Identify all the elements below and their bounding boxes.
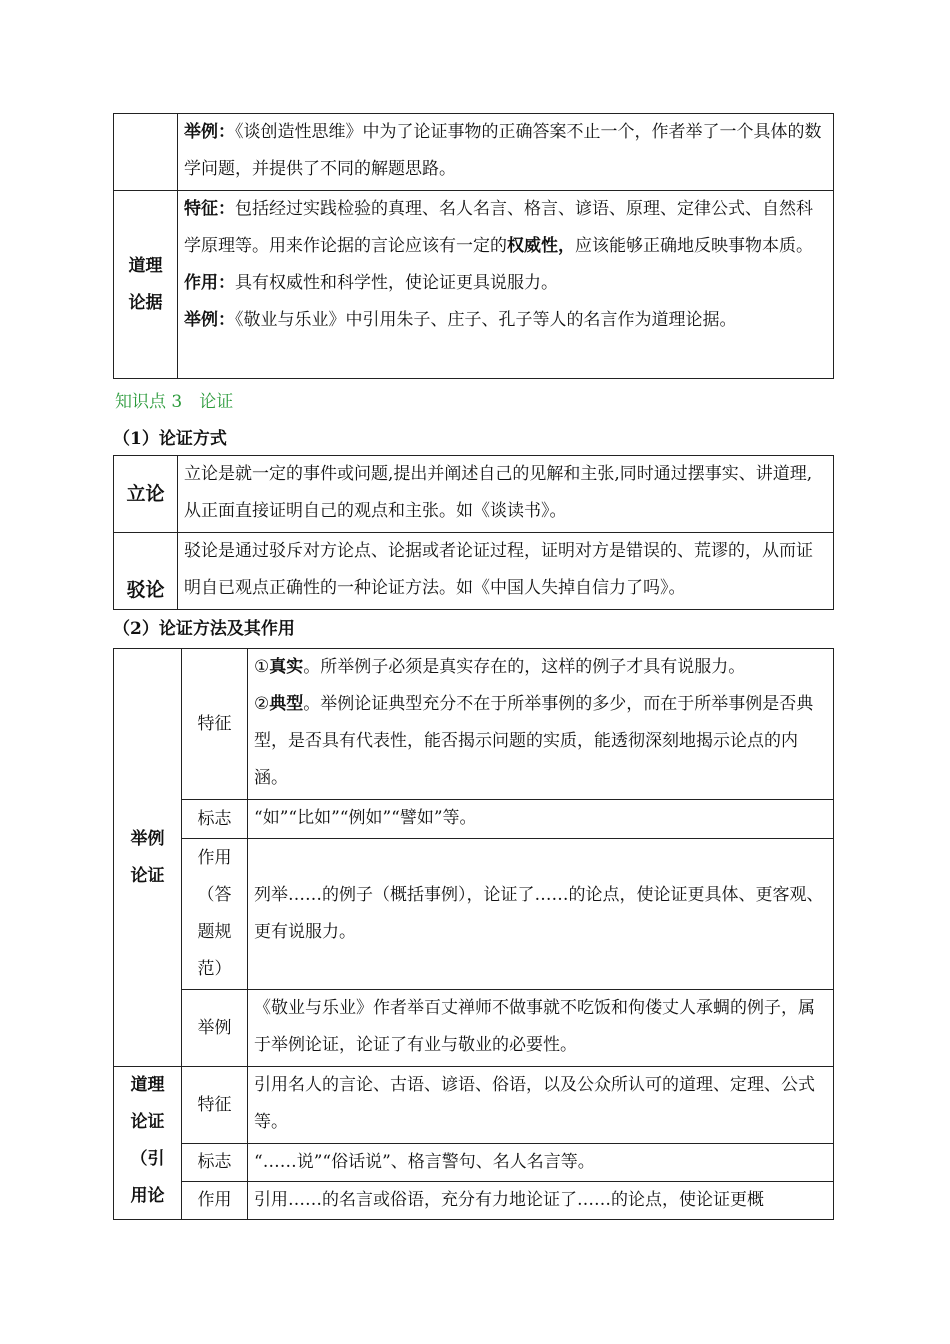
reason-example bbox=[184, 302, 827, 339]
reason-effect-text: 引用……的名言或俗语，充分有力地论证了……的论点，使论证更概 bbox=[248, 1182, 834, 1220]
trait-typical: 典型 bbox=[269, 694, 304, 714]
example-cell bbox=[178, 114, 834, 191]
trait-label: 特征： bbox=[184, 199, 235, 219]
establish-row bbox=[114, 456, 834, 533]
reason-evidence-label: 道理论据 bbox=[114, 191, 178, 379]
example-label: 举例： bbox=[184, 122, 235, 142]
argument-evidence-table bbox=[113, 113, 834, 379]
effect-label: 作用： bbox=[184, 273, 235, 293]
fact-evidence-example-row bbox=[114, 114, 834, 191]
reason-evidence-content bbox=[178, 191, 834, 379]
trait-real: 真实 bbox=[269, 657, 304, 677]
example-trait-row bbox=[114, 649, 834, 800]
example-trait-content: ①真实。所举例子必须是真实存在的，这样的例子才具有说服力。 ②典型。举例论证典型充分不在于所举事例的多少，而在于所举事例是否典型，是否具有代表性，能否揭示问题的实质，能透彻深刻地揭示论点的内涵。 bbox=[248, 649, 834, 800]
trait-text-1: 包括经过实践检验的真理、名人名言、格言、谚语、原理、定律公式、自然科学原理等。用来作论据的言论应该有一定的 bbox=[184, 199, 813, 256]
example-sign-text: “如”“比如”“例如”“譬如”等。 bbox=[248, 800, 834, 839]
reason-trait-row bbox=[114, 1067, 834, 1144]
example-example-label: 举例 bbox=[182, 990, 248, 1067]
knowledge-point-heading: 知识点 3 论证 bbox=[115, 392, 234, 412]
reason-sign-text: “……说”“俗话说”、格言警句、名人名言等。 bbox=[248, 1144, 834, 1182]
example-effect-row bbox=[114, 839, 834, 990]
establish-label: 立论 bbox=[114, 456, 178, 533]
example-effect-label: 作用（答题规范） bbox=[182, 839, 248, 990]
subsection-argument-methods: （2）论证方法及其作用 bbox=[113, 619, 295, 639]
example-example-row bbox=[114, 990, 834, 1067]
reason-trait bbox=[184, 191, 827, 265]
empty-label-cell bbox=[114, 114, 178, 191]
example-trait-label: 特征 bbox=[182, 649, 248, 800]
refute-row bbox=[114, 533, 834, 610]
effect-text: 具有权威性和科学性，使论证更具说服力。 bbox=[235, 273, 558, 293]
example-effect-text: 列举……的例子（概括事例），论证了……的论点，使论证更具体、更客观、更有说服力。 bbox=[248, 839, 834, 990]
reason-method-label: 道理论证（引用论 bbox=[114, 1067, 182, 1220]
argument-method-table bbox=[113, 648, 834, 1220]
example-method-label: 举例论证 bbox=[114, 649, 182, 1067]
example-example-text: 《敬业与乐业》作者举百丈禅师不做事就不吃饭和佝偻丈人承蜩的例子，属于举例论证，论证了有业与敬业的必要性。 bbox=[248, 990, 834, 1067]
trait-bold: 权威性， bbox=[507, 236, 575, 256]
trait-text-2: 应该能够正确地反映事物本质。 bbox=[575, 236, 813, 256]
argument-mode-table bbox=[113, 455, 834, 610]
reason-sign-row bbox=[114, 1144, 834, 1182]
refute-text: 驳论是通过驳斥对方论点、论据或者论证过程，证明对方是错误的、荒谬的，从而证明自已观点正确性的一种论证方法。如《中国人失掉自信力了吗》。 bbox=[178, 533, 834, 610]
reason-example-label: 举例： bbox=[184, 310, 235, 330]
example-text: 《谈创造性思维》中为了论证事物的正确答案不止一个，作者举了一个具体的数学问题，并提供了不同的解题思路。 bbox=[184, 122, 822, 179]
reason-effect-label: 作用 bbox=[182, 1182, 248, 1220]
reason-effect-row bbox=[114, 1182, 834, 1220]
example-sign-label: 标志 bbox=[182, 800, 248, 839]
reason-evidence-row bbox=[114, 191, 834, 379]
reason-example-text: 《敬业与乐业》中引用朱子、庄子、孔子等人的名言作为道理论据。 bbox=[235, 310, 737, 330]
reason-trait-label: 特征 bbox=[182, 1067, 248, 1144]
reason-effect bbox=[184, 265, 827, 302]
reason-sign-label: 标志 bbox=[182, 1144, 248, 1182]
refute-label: 驳论 bbox=[114, 533, 178, 610]
example-sign-row bbox=[114, 800, 834, 839]
establish-text: 立论是就一定的事件或问题,提出并阐述自己的见解和主张,同时通过摆事实、讲道理,从正面直接证明自己的观点和主张。如《谈读书》。 bbox=[178, 456, 834, 533]
subsection-argument-mode: （1）论证方式 bbox=[113, 429, 227, 449]
reason-trait-text: 引用名人的言论、古语、谚语、俗语，以及公众所认可的道理、定理、公式等。 bbox=[248, 1067, 834, 1144]
